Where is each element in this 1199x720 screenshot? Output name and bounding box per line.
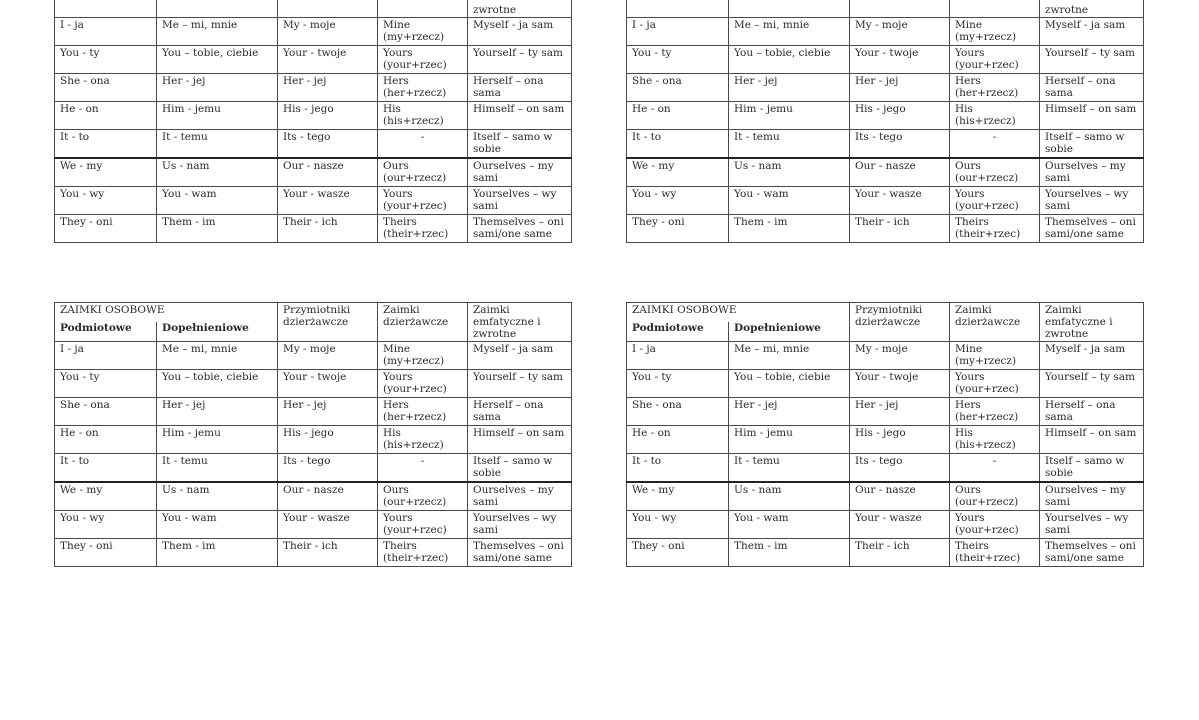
subject-pronoun-cell: I - ja bbox=[55, 18, 157, 46]
table-row bbox=[627, 342, 1144, 370]
possessive-adjective-cell: Our - nasze bbox=[278, 482, 378, 511]
subject-pronoun-cell: You - wy bbox=[627, 511, 729, 539]
table-row bbox=[627, 130, 1144, 159]
subject-pronoun-cell: She - ona bbox=[55, 398, 157, 426]
possessive-adjective-cell: Your - twoje bbox=[850, 370, 950, 398]
possessive-adjective-cell: Their - ich bbox=[278, 539, 378, 567]
possessive-adjective-cell: Their - ich bbox=[278, 215, 378, 243]
reflexive-pronoun-cell: Myself - ja sam bbox=[468, 342, 572, 370]
object-pronoun-cell: Us - nam bbox=[729, 482, 850, 511]
table-row bbox=[55, 398, 572, 426]
header-possessive-adjectives: Przymiotniki dzierżawcze bbox=[850, 303, 950, 342]
possessive-pronoun-cell: Mine (my+rzecz) bbox=[378, 342, 468, 370]
reflexive-pronoun-cell: Yourselves – wy sami bbox=[1040, 511, 1144, 539]
reflexive-pronoun-cell: Myself - ja sam bbox=[468, 18, 572, 46]
table-row bbox=[627, 370, 1144, 398]
possessive-adjective-cell: His - jego bbox=[850, 426, 950, 454]
table-row bbox=[627, 426, 1144, 454]
table-row bbox=[55, 454, 572, 483]
subject-pronoun-cell: You - ty bbox=[55, 370, 157, 398]
reflexive-pronoun-cell: Itself – samo w sobie bbox=[468, 454, 572, 483]
subject-pronoun-cell: She - ona bbox=[627, 74, 729, 102]
subject-pronoun-cell: You - ty bbox=[627, 370, 729, 398]
object-pronoun-cell: Us - nam bbox=[729, 158, 850, 187]
reflexive-pronoun-cell: Yourself – ty sam bbox=[1040, 46, 1144, 74]
reflexive-pronoun-cell: Ourselves – my sami bbox=[1040, 482, 1144, 511]
reflexive-pronoun-cell: Herself – ona sama bbox=[468, 398, 572, 426]
reflexive-pronoun-cell: Himself – on sam bbox=[468, 426, 572, 454]
possessive-pronoun-cell: Yours (your+rzec) bbox=[378, 46, 468, 74]
possessive-adjective-cell: My - moje bbox=[850, 342, 950, 370]
reflexive-pronoun-cell: Herself – ona sama bbox=[1040, 398, 1144, 426]
possessive-adjective-cell: Your - wasze bbox=[278, 511, 378, 539]
object-pronoun-cell: You – tobie, ciebie bbox=[729, 46, 850, 74]
reflexive-pronoun-cell: Itself – samo w sobie bbox=[1040, 130, 1144, 159]
object-pronoun-cell: It - temu bbox=[157, 130, 278, 159]
reflexive-pronoun-cell: Itself – samo w sobie bbox=[1040, 454, 1144, 483]
possessive-adjective-cell: Our - nasze bbox=[850, 158, 950, 187]
reflexive-pronoun-cell: Ourselves – my sami bbox=[468, 482, 572, 511]
object-pronoun-cell: You - wam bbox=[157, 187, 278, 215]
possessive-pronoun-cell: Yours (your+rzec) bbox=[378, 370, 468, 398]
possessive-pronoun-cell: Mine (my+rzecz) bbox=[378, 18, 468, 46]
possessive-pronoun-cell: Hers (her+rzecz) bbox=[950, 74, 1040, 102]
object-pronoun-cell: Me – mi, mnie bbox=[729, 18, 850, 46]
subject-pronoun-cell: It - to bbox=[55, 454, 157, 483]
possessive-adjective-cell: Our - nasze bbox=[850, 482, 950, 511]
object-pronoun-cell: Her - jej bbox=[729, 398, 850, 426]
table-row bbox=[55, 511, 572, 539]
reflexive-pronoun-cell: Himself – on sam bbox=[468, 102, 572, 130]
reflexive-pronoun-cell: Himself – on sam bbox=[1040, 102, 1144, 130]
possessive-adjective-cell: His - jego bbox=[278, 426, 378, 454]
possessive-pronoun-cell: Mine (my+rzecz) bbox=[950, 342, 1040, 370]
header-subject: Podmiotowe bbox=[627, 322, 729, 342]
object-pronoun-cell: Him - jemu bbox=[157, 426, 278, 454]
object-pronoun-cell: Them - im bbox=[729, 215, 850, 243]
object-pronoun-cell: Him - jemu bbox=[157, 102, 278, 130]
possessive-pronoun-cell: Yours (your+rzec) bbox=[378, 511, 468, 539]
object-pronoun-cell: Them - im bbox=[157, 215, 278, 243]
subject-pronoun-cell: He - on bbox=[627, 426, 729, 454]
reflexive-pronoun-cell: Themselves – oni sami/one same bbox=[1040, 215, 1144, 243]
possessive-pronoun-cell: Yours (your+rzec) bbox=[950, 511, 1040, 539]
possessive-pronoun-cell: Theirs (their+rzec) bbox=[378, 215, 468, 243]
possessive-adjective-cell: My - moje bbox=[850, 18, 950, 46]
object-pronoun-cell: Her - jej bbox=[729, 74, 850, 102]
subject-pronoun-cell: We - my bbox=[55, 482, 157, 511]
header-emphatic-cut: zwrotne bbox=[468, 0, 572, 18]
possessive-adjective-cell: Her - jej bbox=[278, 74, 378, 102]
possessive-pronoun-cell: Hers (her+rzecz) bbox=[950, 398, 1040, 426]
table-row bbox=[627, 187, 1144, 215]
header-subject: Podmiotowe bbox=[55, 322, 157, 342]
table-row bbox=[55, 539, 572, 567]
header-possessive-pronouns: Zaimki dzierżawcze bbox=[378, 303, 468, 342]
possessive-pronoun-cell: His (his+rzecz) bbox=[950, 426, 1040, 454]
table-row bbox=[55, 187, 572, 215]
table-row bbox=[627, 215, 1144, 243]
reflexive-pronoun-cell: Myself - ja sam bbox=[1040, 342, 1144, 370]
subject-pronoun-cell: You - wy bbox=[55, 187, 157, 215]
possessive-adjective-cell: Our - nasze bbox=[278, 158, 378, 187]
possessive-adjective-cell: Her - jej bbox=[850, 398, 950, 426]
possessive-adjective-cell: Your - wasze bbox=[850, 187, 950, 215]
subject-pronoun-cell: They - oni bbox=[627, 215, 729, 243]
reflexive-pronoun-cell: Themselves – oni sami/one same bbox=[1040, 539, 1144, 567]
header-emphatic-reflexive: Zaimki emfatyczne i zwrotne bbox=[468, 303, 572, 342]
subject-pronoun-cell: He - on bbox=[55, 426, 157, 454]
reflexive-pronoun-cell: Yourselves – wy sami bbox=[468, 511, 572, 539]
object-pronoun-cell: Them - im bbox=[729, 539, 850, 567]
object-pronoun-cell: Them - im bbox=[157, 539, 278, 567]
subject-pronoun-cell: They - oni bbox=[55, 539, 157, 567]
possessive-pronoun-cell: - bbox=[950, 130, 1040, 159]
header-object: Dopełnieniowe bbox=[157, 322, 278, 342]
possessive-pronoun-cell: Theirs (their+rzec) bbox=[950, 539, 1040, 567]
object-pronoun-cell: You – tobie, ciebie bbox=[157, 370, 278, 398]
reflexive-pronoun-cell: Ourselves – my sami bbox=[1040, 158, 1144, 187]
table-row bbox=[55, 74, 572, 102]
table-body bbox=[627, 342, 1144, 567]
possessive-adjective-cell: Her - jej bbox=[278, 398, 378, 426]
subject-pronoun-cell: I - ja bbox=[55, 342, 157, 370]
subject-pronoun-cell: I - ja bbox=[627, 18, 729, 46]
possessive-adjective-cell: Its - tego bbox=[278, 454, 378, 483]
possessive-pronoun-cell: Ours (our+rzecz) bbox=[378, 158, 468, 187]
possessive-adjective-cell: His - jego bbox=[850, 102, 950, 130]
object-pronoun-cell: Her - jej bbox=[157, 74, 278, 102]
subject-pronoun-cell: You - wy bbox=[55, 511, 157, 539]
object-pronoun-cell: Me – mi, mnie bbox=[729, 342, 850, 370]
header-personal-pronouns: ZAIMKI OSOBOWE bbox=[55, 303, 278, 323]
subject-pronoun-cell: It - to bbox=[627, 454, 729, 483]
table-row bbox=[55, 482, 572, 511]
pronoun-table-top-right bbox=[626, 0, 1144, 243]
subject-pronoun-cell: You - ty bbox=[627, 46, 729, 74]
possessive-pronoun-cell: Mine (my+rzecz) bbox=[950, 18, 1040, 46]
reflexive-pronoun-cell: Herself – ona sama bbox=[1040, 74, 1144, 102]
table-row bbox=[55, 426, 572, 454]
table-body bbox=[55, 342, 572, 567]
table-row bbox=[627, 18, 1144, 46]
object-pronoun-cell: It - temu bbox=[729, 454, 850, 483]
possessive-pronoun-cell: Yours (your+rzec) bbox=[378, 187, 468, 215]
possessive-adjective-cell: Your - wasze bbox=[278, 187, 378, 215]
subject-pronoun-cell: He - on bbox=[55, 102, 157, 130]
object-pronoun-cell: You - wam bbox=[157, 511, 278, 539]
possessive-pronoun-cell: - bbox=[378, 454, 468, 483]
object-pronoun-cell: You – tobie, ciebie bbox=[157, 46, 278, 74]
reflexive-pronoun-cell: Myself - ja sam bbox=[1040, 18, 1144, 46]
reflexive-pronoun-cell: Themselves – oni sami/one same bbox=[468, 539, 572, 567]
possessive-pronoun-cell: Yours (your+rzec) bbox=[950, 46, 1040, 74]
table-row bbox=[55, 46, 572, 74]
header-object: Dopełnieniowe bbox=[729, 322, 850, 342]
object-pronoun-cell: Him - jemu bbox=[729, 426, 850, 454]
possessive-adjective-cell: Their - ich bbox=[850, 215, 950, 243]
possessive-adjective-cell: My - moje bbox=[278, 18, 378, 46]
pronoun-table-bottom-left bbox=[54, 302, 572, 567]
table-row bbox=[627, 482, 1144, 511]
subject-pronoun-cell: She - ona bbox=[627, 398, 729, 426]
object-pronoun-cell: Us - nam bbox=[157, 158, 278, 187]
object-pronoun-cell: You - wam bbox=[729, 511, 850, 539]
table-row bbox=[627, 511, 1144, 539]
subject-pronoun-cell: We - my bbox=[55, 158, 157, 187]
table-row bbox=[55, 18, 572, 46]
pronoun-table-top-left bbox=[54, 0, 572, 243]
possessive-pronoun-cell: His (his+rzecz) bbox=[378, 426, 468, 454]
possessive-pronoun-cell: His (his+rzecz) bbox=[378, 102, 468, 130]
table-body bbox=[55, 18, 572, 243]
subject-pronoun-cell: It - to bbox=[55, 130, 157, 159]
subject-pronoun-cell: It - to bbox=[627, 130, 729, 159]
object-pronoun-cell: Him - jemu bbox=[729, 102, 850, 130]
subject-pronoun-cell: We - my bbox=[627, 482, 729, 511]
subject-pronoun-cell: We - my bbox=[627, 158, 729, 187]
reflexive-pronoun-cell: Himself – on sam bbox=[1040, 426, 1144, 454]
possessive-pronoun-cell: Ours (our+rzecz) bbox=[378, 482, 468, 511]
reflexive-pronoun-cell: Ourselves – my sami bbox=[468, 158, 572, 187]
table-row bbox=[55, 370, 572, 398]
possessive-adjective-cell: Your - twoje bbox=[850, 46, 950, 74]
possessive-pronoun-cell: Hers (her+rzecz) bbox=[378, 398, 468, 426]
object-pronoun-cell: Her - jej bbox=[157, 398, 278, 426]
possessive-adjective-cell: Its - tego bbox=[278, 130, 378, 159]
possessive-adjective-cell: His - jego bbox=[278, 102, 378, 130]
subject-pronoun-cell: You - wy bbox=[627, 187, 729, 215]
reflexive-pronoun-cell: Herself – ona sama bbox=[468, 74, 572, 102]
header-possessive-adjectives: Przymiotniki dzierżawcze bbox=[278, 303, 378, 342]
object-pronoun-cell: It - temu bbox=[729, 130, 850, 159]
object-pronoun-cell: Me – mi, mnie bbox=[157, 18, 278, 46]
table-row bbox=[55, 130, 572, 159]
reflexive-pronoun-cell: Yourself – ty sam bbox=[468, 370, 572, 398]
possessive-pronoun-cell: Theirs (their+rzec) bbox=[378, 539, 468, 567]
possessive-pronoun-cell: Theirs (their+rzec) bbox=[950, 215, 1040, 243]
subject-pronoun-cell: They - oni bbox=[55, 215, 157, 243]
object-pronoun-cell: It - temu bbox=[157, 454, 278, 483]
possessive-pronoun-cell: Yours (your+rzec) bbox=[950, 370, 1040, 398]
header-emphatic-cut: zwrotne bbox=[1040, 0, 1144, 18]
possessive-adjective-cell: Their - ich bbox=[850, 539, 950, 567]
table-row bbox=[55, 215, 572, 243]
reflexive-pronoun-cell: Themselves – oni sami/one same bbox=[468, 215, 572, 243]
object-pronoun-cell: Us - nam bbox=[157, 482, 278, 511]
possessive-pronoun-cell: Yours (your+rzec) bbox=[950, 187, 1040, 215]
table-row bbox=[627, 46, 1144, 74]
table-row bbox=[55, 102, 572, 130]
table-row bbox=[627, 398, 1144, 426]
table-row bbox=[627, 102, 1144, 130]
subject-pronoun-cell: They - oni bbox=[627, 539, 729, 567]
table-row bbox=[627, 74, 1144, 102]
header-possessive-pronouns: Zaimki dzierżawcze bbox=[950, 303, 1040, 342]
possessive-adjective-cell: Your - twoje bbox=[278, 46, 378, 74]
possessive-pronoun-cell: - bbox=[950, 454, 1040, 483]
header-emphatic-reflexive: Zaimki emfatyczne i zwrotne bbox=[1040, 303, 1144, 342]
reflexive-pronoun-cell: Yourself – ty sam bbox=[468, 46, 572, 74]
table-row bbox=[627, 454, 1144, 483]
object-pronoun-cell: You - wam bbox=[729, 187, 850, 215]
possessive-adjective-cell: Your - wasze bbox=[850, 511, 950, 539]
possessive-pronoun-cell: - bbox=[378, 130, 468, 159]
possessive-adjective-cell: Her - jej bbox=[850, 74, 950, 102]
reflexive-pronoun-cell: Yourself – ty sam bbox=[1040, 370, 1144, 398]
possessive-pronoun-cell: Hers (her+rzecz) bbox=[378, 74, 468, 102]
table-row bbox=[55, 158, 572, 187]
subject-pronoun-cell: You - ty bbox=[55, 46, 157, 74]
table-body bbox=[627, 18, 1144, 243]
table-row bbox=[55, 342, 572, 370]
table-row bbox=[627, 539, 1144, 567]
table-row bbox=[627, 158, 1144, 187]
possessive-adjective-cell: Its - tego bbox=[850, 454, 950, 483]
subject-pronoun-cell: I - ja bbox=[627, 342, 729, 370]
subject-pronoun-cell: He - on bbox=[627, 102, 729, 130]
possessive-pronoun-cell: Ours (our+rzecz) bbox=[950, 482, 1040, 511]
object-pronoun-cell: You – tobie, ciebie bbox=[729, 370, 850, 398]
reflexive-pronoun-cell: Yourselves – wy sami bbox=[468, 187, 572, 215]
possessive-pronoun-cell: His (his+rzecz) bbox=[950, 102, 1040, 130]
possessive-pronoun-cell: Ours (our+rzecz) bbox=[950, 158, 1040, 187]
reflexive-pronoun-cell: Yourselves – wy sami bbox=[1040, 187, 1144, 215]
possessive-adjective-cell: My - moje bbox=[278, 342, 378, 370]
header-personal-pronouns: ZAIMKI OSOBOWE bbox=[627, 303, 850, 323]
possessive-adjective-cell: Your - twoje bbox=[278, 370, 378, 398]
possessive-adjective-cell: Its - tego bbox=[850, 130, 950, 159]
pronoun-table-bottom-right bbox=[626, 302, 1144, 567]
reflexive-pronoun-cell: Itself – samo w sobie bbox=[468, 130, 572, 159]
subject-pronoun-cell: She - ona bbox=[55, 74, 157, 102]
object-pronoun-cell: Me – mi, mnie bbox=[157, 342, 278, 370]
